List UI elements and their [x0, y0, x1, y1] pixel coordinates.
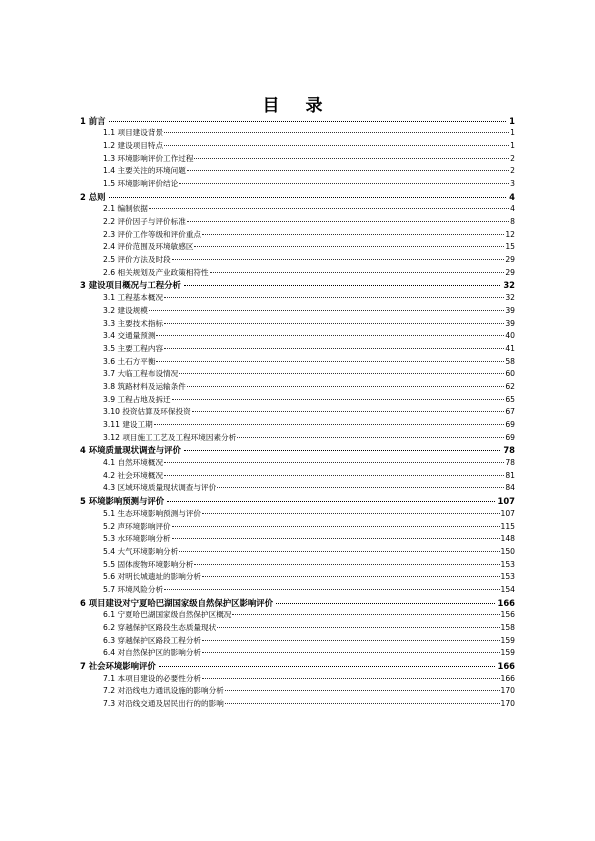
toc-dot-leader — [167, 501, 494, 502]
toc-page-number: 3 — [510, 178, 515, 188]
toc-entry-label: 3.11 建设工期 — [103, 420, 153, 429]
toc-entry-label: 3.9 工程占地及拆迁 — [103, 394, 171, 404]
toc-dot-leader — [164, 132, 509, 133]
toc-section-entry — [80, 343, 515, 356]
toc-page-number: 40 — [505, 331, 515, 341]
toc-page-number: 1 — [510, 140, 515, 150]
toc-entry-label: 2 总则 — [80, 191, 106, 202]
toc-dot-leader — [194, 158, 509, 159]
toc-dot-leader — [225, 690, 500, 691]
toc-page-number: 150 — [500, 546, 515, 556]
toc-entry-label: 5.6 对明长城遗址的影响分析 — [103, 572, 202, 582]
toc-dot-leader — [149, 310, 504, 311]
toc-entry-label: 3.7 大临工程布设情况 — [103, 369, 179, 379]
toc-entry-label: 3.8 筑路材料及运输条件 — [103, 381, 186, 391]
toc-page-number: 159 — [500, 648, 515, 658]
toc-page-number: 58 — [505, 356, 515, 366]
toc-entry-label: 2.6 相关规划及产业政策相符性 — [103, 267, 209, 277]
toc-dot-leader — [156, 335, 504, 336]
toc-entry-label: 3.5 主要工程内容 — [103, 343, 164, 353]
toc-section-entry — [80, 318, 515, 331]
toc-entry-label: 7.1 本项目建设的必要性分析 — [103, 673, 202, 683]
toc-page-number: 4 — [510, 204, 515, 214]
toc-section-entry — [80, 521, 515, 534]
toc-page-number: 156 — [500, 610, 515, 620]
toc-dot-leader — [202, 678, 499, 679]
toc-page-number: 4 — [509, 191, 515, 202]
toc-section-entry — [80, 254, 515, 267]
toc-page-number: 29 — [505, 255, 515, 265]
toc-page-number: 39 — [505, 318, 515, 328]
toc-chapter-entry — [80, 660, 515, 673]
toc-dot-leader — [202, 234, 504, 235]
toc-page-number: 107 — [500, 508, 515, 518]
toc-section-entry — [80, 609, 515, 622]
toc-section-entry — [80, 470, 515, 483]
toc-dot-leader — [109, 197, 507, 198]
toc-dot-leader — [187, 221, 509, 222]
toc-section-entry — [80, 381, 515, 394]
toc-dot-leader — [172, 259, 505, 260]
toc-entry-label: 3.1 工程基本概况 — [103, 293, 164, 303]
toc-section-entry — [80, 457, 515, 470]
toc-entry-label: 1.5 环境影响评价结论 — [103, 178, 179, 188]
toc-page-number: 81 — [505, 470, 515, 480]
toc-dot-leader — [217, 487, 504, 488]
toc-section-entry — [80, 432, 515, 445]
toc-section-entry — [80, 229, 515, 242]
toc-page-number: 148 — [500, 534, 515, 544]
toc-entry-label: 6.2 穿越保护区路段生态质量现状 — [103, 623, 217, 632]
toc-page-number: 84 — [505, 483, 515, 493]
toc-section-entry — [80, 165, 515, 178]
toc-chapter-entry — [80, 495, 515, 508]
toc-section-entry — [80, 571, 515, 584]
toc-page-number: 2 — [510, 153, 515, 163]
toc-section-entry — [80, 267, 515, 280]
toc-dot-leader — [194, 246, 504, 247]
toc-dot-leader — [164, 323, 504, 324]
toc-entry-label: 3 建设项目概况与工程分析 — [80, 280, 181, 291]
toc-entry-label: 2.3 评价工作等级和评价重点 — [103, 229, 202, 239]
toc-section-entry — [80, 647, 515, 660]
toc-entry-label: 7.2 对沿线电力通讯设施的影响分析 — [103, 686, 224, 696]
toc-section-entry — [80, 178, 515, 191]
toc-entry-label: 2.4 评价范围及环境敏感区 — [103, 242, 194, 252]
toc-entry-label: 4.3 区域环境质量现状调查与评价 — [103, 483, 217, 493]
toc-page-number: 153 — [500, 572, 515, 582]
toc-dot-leader — [184, 450, 500, 451]
toc-entry-label: 1.2 建设项目特点 — [103, 140, 164, 150]
toc-entry-label: 1 前言 — [80, 115, 106, 126]
toc-page-number: 166 — [497, 597, 515, 608]
toc-section-entry — [80, 127, 515, 140]
toc-section-entry — [80, 584, 515, 597]
toc-page-number: 69 — [505, 420, 515, 429]
toc-chapter-entry — [80, 597, 515, 610]
toc-entry-label: 1.1 项目建设背景 — [103, 128, 164, 138]
toc-section-entry — [80, 406, 515, 419]
toc-dot-leader — [179, 183, 509, 184]
toc-section-entry — [80, 153, 515, 166]
toc-dot-leader — [225, 703, 500, 704]
toc-page-number: 170 — [500, 699, 515, 709]
toc-section-entry — [80, 559, 515, 572]
toc-entry-label: 6.3 穿越保护区路段工程分析 — [103, 635, 202, 645]
toc-page-number: 12 — [505, 229, 515, 239]
toc-page-number: 115 — [500, 521, 515, 531]
toc-section-entry — [80, 482, 515, 495]
toc-page-number: 8 — [510, 217, 515, 226]
toc-page-number: 2 — [510, 166, 515, 176]
toc-page-number: 65 — [505, 394, 515, 404]
toc-entry-label: 4.1 自然环境概况 — [103, 458, 164, 468]
toc-section-entry — [80, 203, 515, 216]
toc-dot-leader — [156, 361, 504, 362]
toc-entry-label: 3.10 投资估算及环保投资 — [103, 407, 191, 417]
toc-section-entry — [80, 546, 515, 559]
toc-dot-leader — [276, 603, 495, 604]
toc-section-entry — [80, 622, 515, 635]
toc-entry-label: 3.2 建设规模 — [103, 305, 148, 315]
toc-dot-leader — [159, 666, 495, 667]
toc-dot-leader — [179, 373, 504, 374]
toc-chapter-entry — [80, 115, 515, 128]
toc-page-number: 153 — [500, 559, 515, 569]
toc-entry-label: 2.1 编制依据 — [103, 204, 148, 214]
toc-entry-label: 6 项目建设对宁夏哈巴湖国家级自然保护区影响评价 — [80, 597, 273, 608]
toc-page-number: 60 — [505, 369, 515, 379]
toc-dot-leader — [210, 272, 505, 273]
toc-entry-label: 5 环境影响预测与评价 — [80, 496, 165, 507]
toc-dot-leader — [164, 145, 509, 146]
toc-section-entry — [80, 330, 515, 343]
toc-dot-leader — [217, 627, 499, 628]
toc-dot-leader — [194, 564, 499, 565]
toc-entry-label: 4 环境质量现状调查与评价 — [80, 445, 181, 456]
toc-dot-leader — [149, 208, 509, 209]
toc-entry-label: 5.5 固体废物环境影响分析 — [103, 559, 194, 569]
toc-entry-label: 5.4 大气环境影响分析 — [103, 546, 179, 556]
toc-dot-leader — [154, 424, 505, 425]
toc-section-entry — [80, 685, 515, 698]
toc-dot-leader — [202, 513, 499, 514]
toc-dot-leader — [164, 297, 504, 298]
toc-page-number: 67 — [505, 407, 515, 417]
toc-dot-leader — [109, 121, 507, 122]
toc-entry-label: 5.3 水环境影响分析 — [103, 534, 171, 544]
toc-dot-leader — [164, 462, 504, 463]
toc-dot-leader — [192, 411, 505, 412]
toc-page-number: 78 — [503, 445, 515, 456]
toc-dot-leader — [164, 589, 499, 590]
toc-entry-label: 3.4 交通量预测 — [103, 331, 156, 341]
toc-page-number: 166 — [497, 661, 515, 672]
toc-section-entry — [80, 305, 515, 318]
toc-page-number: 78 — [505, 458, 515, 468]
toc-entry-label: 5.7 环境风险分析 — [103, 584, 164, 594]
toc-page-number: 41 — [505, 343, 515, 353]
toc-page-number: 39 — [505, 305, 515, 315]
toc-dot-leader — [172, 399, 505, 400]
toc-section-entry — [80, 356, 515, 369]
toc-section-entry — [80, 698, 515, 711]
toc-entry-label: 3.12 项目施工工艺及工程环境因素分析 — [103, 432, 237, 442]
toc-section-entry — [80, 533, 515, 546]
toc-page-number: 1 — [510, 128, 515, 138]
toc-entry-label: 7 社会环境影响评价 — [80, 661, 156, 672]
toc-dot-leader — [172, 538, 500, 539]
toc-dot-leader — [164, 475, 504, 476]
toc-entry-label: 5.2 声环境影响评价 — [103, 521, 171, 531]
toc-page-number: 166 — [500, 673, 515, 683]
toc-dot-leader — [187, 386, 504, 387]
toc-page-number: 62 — [505, 381, 515, 391]
toc-page-number: 170 — [500, 686, 515, 696]
toc-section-entry — [80, 508, 515, 521]
toc-page-number: 15 — [505, 242, 515, 252]
toc-chapter-entry — [80, 191, 515, 204]
toc-entry-label: 2.2 评价因子与评价标准 — [103, 217, 186, 226]
toc-heading: 目 录 — [262, 96, 333, 116]
toc-dot-leader — [202, 640, 499, 641]
toc-page-number: 158 — [500, 623, 515, 632]
toc-page-number: 1 — [509, 115, 515, 126]
toc-dot-leader — [202, 576, 499, 577]
toc-dot-leader — [179, 551, 499, 552]
toc-dot-leader — [164, 348, 504, 349]
toc-page-number: 107 — [497, 496, 515, 507]
toc-entry-label: 3.6 土石方平衡 — [103, 356, 156, 366]
toc-page-number: 154 — [500, 584, 515, 594]
table-of-contents — [80, 115, 515, 711]
toc-section-entry — [80, 216, 515, 229]
toc-section-entry — [80, 368, 515, 381]
toc-dot-leader — [232, 614, 499, 615]
toc-section-entry — [80, 673, 515, 686]
toc-chapter-entry — [80, 444, 515, 457]
toc-entry-label: 4.2 社会环境概况 — [103, 470, 164, 480]
toc-entry-label: 1.4 主要关注的环境问题 — [103, 166, 186, 176]
toc-page-number: 159 — [500, 635, 515, 645]
toc-page-number: 32 — [505, 293, 515, 303]
toc-section-entry — [80, 140, 515, 153]
toc-entry-label: 6.1 宁夏哈巴湖国家级自然保护区概况 — [103, 610, 232, 620]
toc-section-entry — [80, 394, 515, 407]
toc-dot-leader — [202, 652, 499, 653]
toc-entry-label: 7.3 对沿线交通及居民出行的的影响 — [103, 699, 224, 709]
toc-entry-label: 5.1 生态环境影响预测与评价 — [103, 508, 202, 518]
toc-page-number: 32 — [503, 280, 515, 291]
toc-section-entry — [80, 635, 515, 648]
toc-dot-leader — [237, 437, 504, 438]
toc-dot-leader — [172, 526, 500, 527]
toc-section-entry — [80, 292, 515, 305]
toc-chapter-entry — [80, 279, 515, 292]
toc-page-number: 29 — [505, 267, 515, 277]
toc-page-number: 69 — [505, 432, 515, 442]
toc-entry-label: 2.5 评价方法及时段 — [103, 255, 171, 265]
toc-section-entry — [80, 241, 515, 254]
toc-section-entry — [80, 419, 515, 432]
toc-dot-leader — [184, 285, 500, 286]
toc-entry-label: 6.4 对自然保护区的影响分析 — [103, 648, 202, 658]
toc-entry-label: 1.3 环境影响评价工作过程 — [103, 153, 194, 163]
toc-dot-leader — [187, 170, 509, 171]
toc-entry-label: 3.3 主要技术指标 — [103, 318, 164, 328]
